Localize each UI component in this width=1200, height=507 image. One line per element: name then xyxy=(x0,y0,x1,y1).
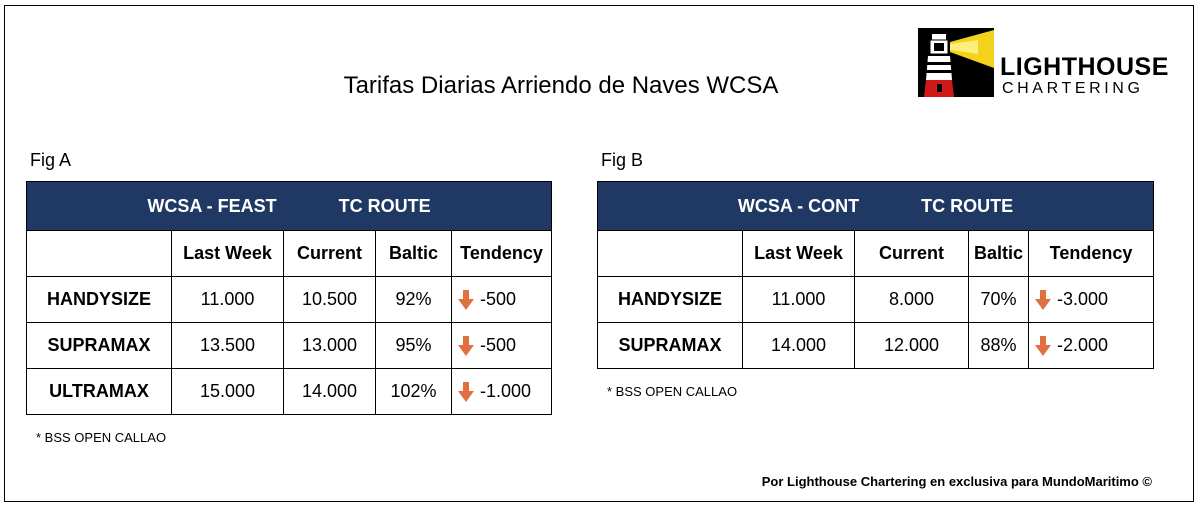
tendency-cell xyxy=(452,369,552,415)
tendency-value: -3.000 xyxy=(1057,289,1109,309)
route-type: TC ROUTE xyxy=(921,195,1014,216)
last-week-value: 11.000 xyxy=(743,277,855,323)
current-value: 8.000 xyxy=(855,277,969,323)
logo-text-secondary: CHARTERING xyxy=(1002,80,1144,97)
fig-a-note: * BSS OPEN CALLAO xyxy=(36,430,167,445)
last-week-value: 13.500 xyxy=(172,323,284,369)
logo xyxy=(918,28,1178,98)
table-row xyxy=(598,323,1154,369)
table-row xyxy=(27,323,552,369)
route-name: WCSA - CONT xyxy=(737,195,860,216)
last-week-value: 11.000 xyxy=(172,277,284,323)
current-value: 13.000 xyxy=(284,323,376,369)
col-baltic: Baltic xyxy=(969,231,1029,277)
current-value: 10.500 xyxy=(284,277,376,323)
logo-text-primary: LIGHTHOUSE xyxy=(1000,53,1169,81)
fig-b-table xyxy=(597,181,1154,369)
tendency-cell xyxy=(1029,277,1154,323)
fig-b-label: Fig B xyxy=(601,150,644,170)
vessel-name: HANDYSIZE xyxy=(598,277,743,323)
tendency-cell xyxy=(1029,323,1154,369)
col-tendency: Tendency xyxy=(452,231,552,277)
tendency-value: -500 xyxy=(480,335,517,355)
col-current: Current xyxy=(284,231,376,277)
tendency-value: -500 xyxy=(480,289,517,309)
vessel-name: HANDYSIZE xyxy=(27,277,172,323)
table-row xyxy=(598,277,1154,323)
baltic-value: 92% xyxy=(376,277,452,323)
empty-header-cell xyxy=(27,231,172,277)
fig-b-note: * BSS OPEN CALLAO xyxy=(607,384,738,399)
credit-line: Por Lighthouse Chartering en exclusiva para MundoMaritimo © xyxy=(761,474,1152,489)
arrow-down-icon xyxy=(1035,336,1051,356)
baltic-value: 88% xyxy=(969,323,1029,369)
vessel-name: SUPRAMAX xyxy=(598,323,743,369)
baltic-value: 70% xyxy=(969,277,1029,323)
arrow-down-icon xyxy=(458,290,474,310)
arrow-down-icon xyxy=(458,336,474,356)
empty-header-cell xyxy=(598,231,743,277)
fig-a-table xyxy=(26,181,552,415)
col-current: Current xyxy=(855,231,969,277)
fig-a-header xyxy=(27,182,552,231)
page-title: Tarifas Diarias Arriendo de Naves WCSA xyxy=(343,72,779,99)
route-type: TC ROUTE xyxy=(338,195,431,216)
col-last-week: Last Week xyxy=(743,231,855,277)
baltic-value: 102% xyxy=(376,369,452,415)
last-week-value: 14.000 xyxy=(743,323,855,369)
tendency-value: -1.000 xyxy=(480,381,532,401)
fig-a-label: Fig A xyxy=(30,150,72,170)
table-row xyxy=(27,277,552,323)
current-value: 12.000 xyxy=(855,323,969,369)
vessel-name: ULTRAMAX xyxy=(27,369,172,415)
table-row xyxy=(27,369,552,415)
lighthouse-icon xyxy=(918,28,994,97)
current-value: 14.000 xyxy=(284,369,376,415)
tendency-value: -2.000 xyxy=(1057,335,1109,355)
tendency-cell xyxy=(452,277,552,323)
last-week-value: 15.000 xyxy=(172,369,284,415)
col-tendency: Tendency xyxy=(1029,231,1154,277)
col-baltic: Baltic xyxy=(376,231,452,277)
fig-b-header xyxy=(598,182,1154,231)
col-last-week: Last Week xyxy=(172,231,284,277)
baltic-value: 95% xyxy=(376,323,452,369)
route-name: WCSA - FEAST xyxy=(147,195,277,216)
tendency-cell xyxy=(452,323,552,369)
arrow-down-icon xyxy=(1035,290,1051,310)
vessel-name: SUPRAMAX xyxy=(27,323,172,369)
arrow-down-icon xyxy=(458,382,474,402)
